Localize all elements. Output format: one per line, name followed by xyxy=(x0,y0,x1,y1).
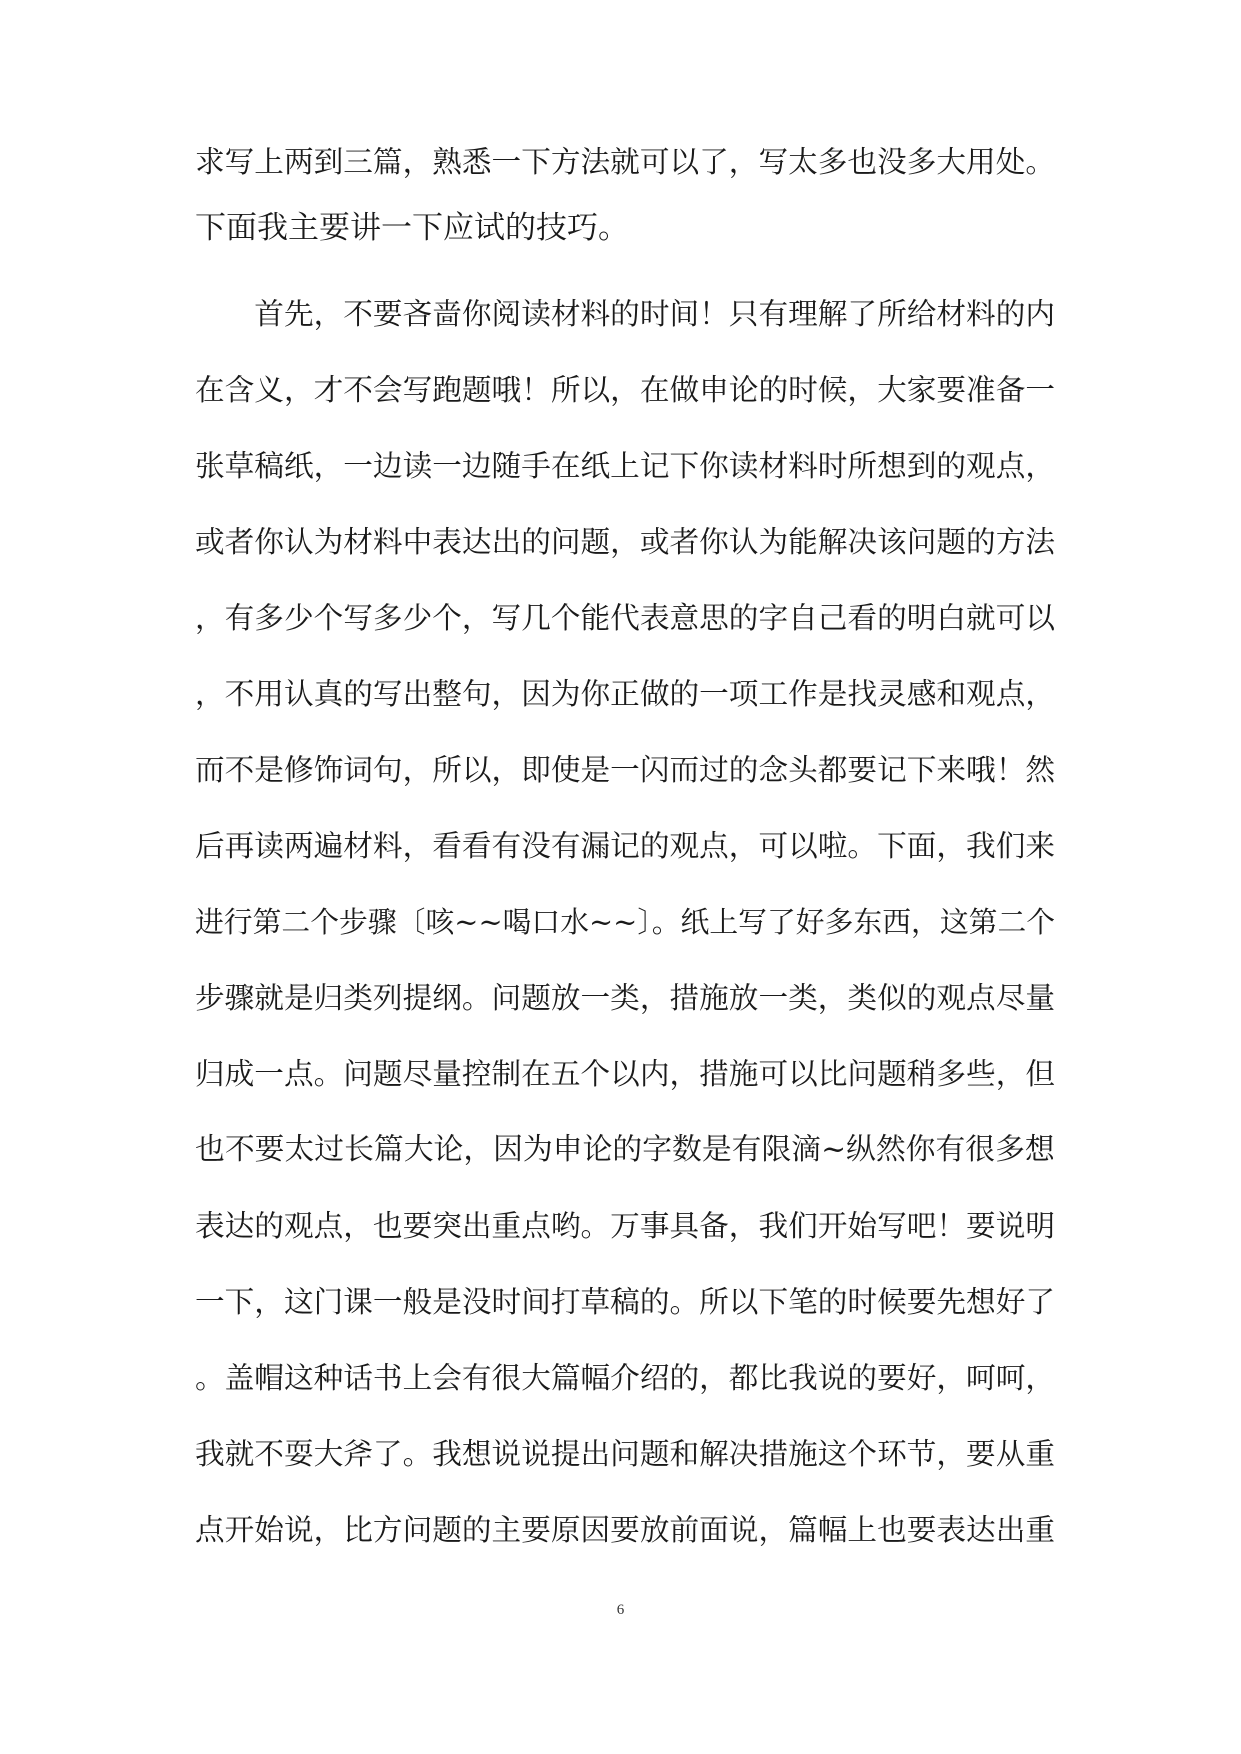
text-line: 而不是修饰词句，所以，即使是一闪而过的念头都要记下来哦！然 xyxy=(195,752,1056,787)
text-line: 点开始说，比方问题的主要原因要放前面说，篇幅上也要表达出重 xyxy=(195,1512,1056,1547)
text-line: 求写上两到三篇，熟悉一下方法就可以了，写太多也没多大用处。 xyxy=(195,144,1056,179)
text-line: ，不用认真的写出整句，因为你正做的一项工作是找灵感和观点， xyxy=(195,676,1056,711)
text-line: 一下，这门课一般是没时间打草稿的。所以下笔的时候要先想好了 xyxy=(195,1284,1056,1319)
text-line: 步骤就是归类列提纲。问题放一类，措施放一类，类似的观点尽量 xyxy=(195,980,1056,1015)
text-line: 首先，不要吝啬你阅读材料的时间！只有理解了所给材料的内 xyxy=(195,296,1056,331)
page-number: 6 xyxy=(616,1602,625,1618)
text-line: 归成一点。问题尽量控制在五个以内，措施可以比问题稍多些，但 xyxy=(195,1056,1056,1091)
text-line: 在含义，才不会写跑题哦！所以，在做申论的时候，大家要准备一 xyxy=(195,372,1056,407)
text-line: 后再读两遍材料，看看有没有漏记的观点，可以啦。下面，我们来 xyxy=(195,828,1056,863)
text-line: ，有多少个写多少个，写几个能代表意思的字自己看的明白就可以 xyxy=(195,600,1056,635)
text-line: 表达的观点，也要突出重点哟。万事具备，我们开始写吧！要说明 xyxy=(195,1208,1056,1243)
text-line: 也不要太过长篇大论，因为申论的字数是有限滴~纵然你有很多想 xyxy=(195,1132,1055,1167)
text-line: 我就不耍大斧了。我想说说提出问题和解决措施这个环节，要从重 xyxy=(195,1436,1056,1471)
text-line: 张草稿纸，一边读一边随手在纸上记下你读材料时所想到的观点， xyxy=(195,448,1056,483)
text-line: 。盖帽这种话书上会有很大篇幅介绍的，都比我说的要好，呵呵， xyxy=(195,1360,1056,1395)
text-line: 进行第二个步骤〔咳~~喝口水~~〕。纸上写了好多东西，这第二个 xyxy=(195,905,1056,939)
text-line: 下面我主要讲一下应试的技巧。 xyxy=(195,210,629,246)
text-line: 或者你认为材料中表达出的问题，或者你认为能解决该问题的方法 xyxy=(195,524,1056,559)
